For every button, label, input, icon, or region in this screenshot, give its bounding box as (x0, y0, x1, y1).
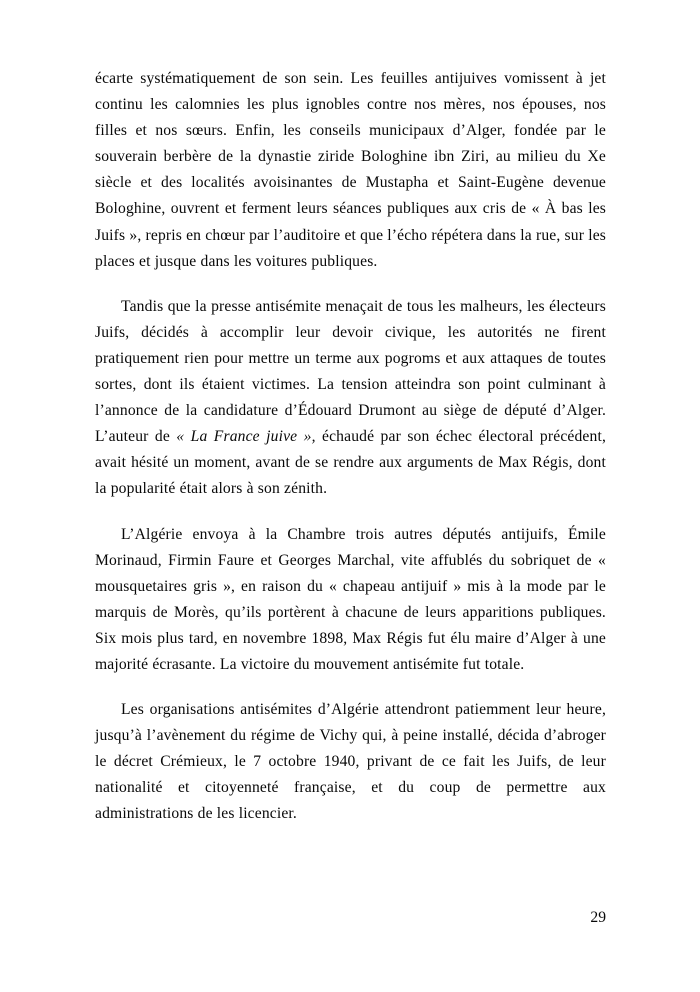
body-paragraph (95, 294, 606, 503)
text-run: échaudé par son échec électoral précédent, avait hésité un moment, avant de se rendre aux arguments de Max Régis, dont la popularité était alors à son zénith. (95, 428, 606, 498)
body-paragraph (95, 522, 606, 679)
text-run: Les organisations antisémites d’Algérie attendront patiemment leur heure, jusqu’à l’avènement du régime de Vichy qui, à peine installé, décida d’abroger le décret Crémieux, le 7 octobre 1940, privant de ce fait les Juifs, de leur nationalité et citoyenneté française, et du coup de permettre aux administrations de les licencier. (95, 701, 606, 823)
body-paragraph (95, 66, 606, 275)
page-number: 29 (590, 909, 606, 926)
text-run: L’Algérie envoya à la Chambre trois autres députés antijuifs, Émile Morinaud, Firmin Faure et Georges Marchal, vite affublés du sobriquet de « mousquetaires gris », en raison du « chapeau antijuif » mis à la mode par le marquis de Morès, qu’ils portèrent à chacune de leurs apparitions publiques. Six mois plus tard, en novembre 1898, Max Régis fut élu maire d’Alger à une majorité écrasante. La victoire du mouvement antisémite fut totale. (95, 525, 606, 673)
page-text-block (95, 66, 606, 828)
text-run: Tandis que la presse antisémite menaçait de tous les malheurs, les électeurs Juifs, décidés à accomplir leur devoir civique, les autorités ne firent pratiquement rien pour mettre un terme aux pogroms et aux attaques de toutes sortes, dont ils étaient victimes. La tension atteindra son point culminant à l’annonce de la candidature d’Édouard Drumont au siège de député d’Alger. L’auteur de (95, 297, 606, 446)
italic-title-run: « La France juive », (176, 428, 316, 446)
body-paragraph (95, 697, 606, 827)
text-run: écarte systématiquement de son sein. Les feuilles antijuives vomissent à jet continu les calomnies les plus ignobles contre nos mères, nos épouses, nos filles et nos sœurs. Enfin, les conseils municipaux d’Alger, fondée par le souverain berbère de la dynastie ziride Bologhine ibn Ziri, au milieu du Xe siècle et des localités avoisinantes de Mustapha et Saint-Eugène devenue Bologhine, ouvrent et ferment leurs séances publiques aux cris de « À bas les Juifs », repris en chœur par l’auditoire et que l’écho répétera dans la rue, sur les places et jusque dans les voitures publiques. (95, 70, 606, 270)
